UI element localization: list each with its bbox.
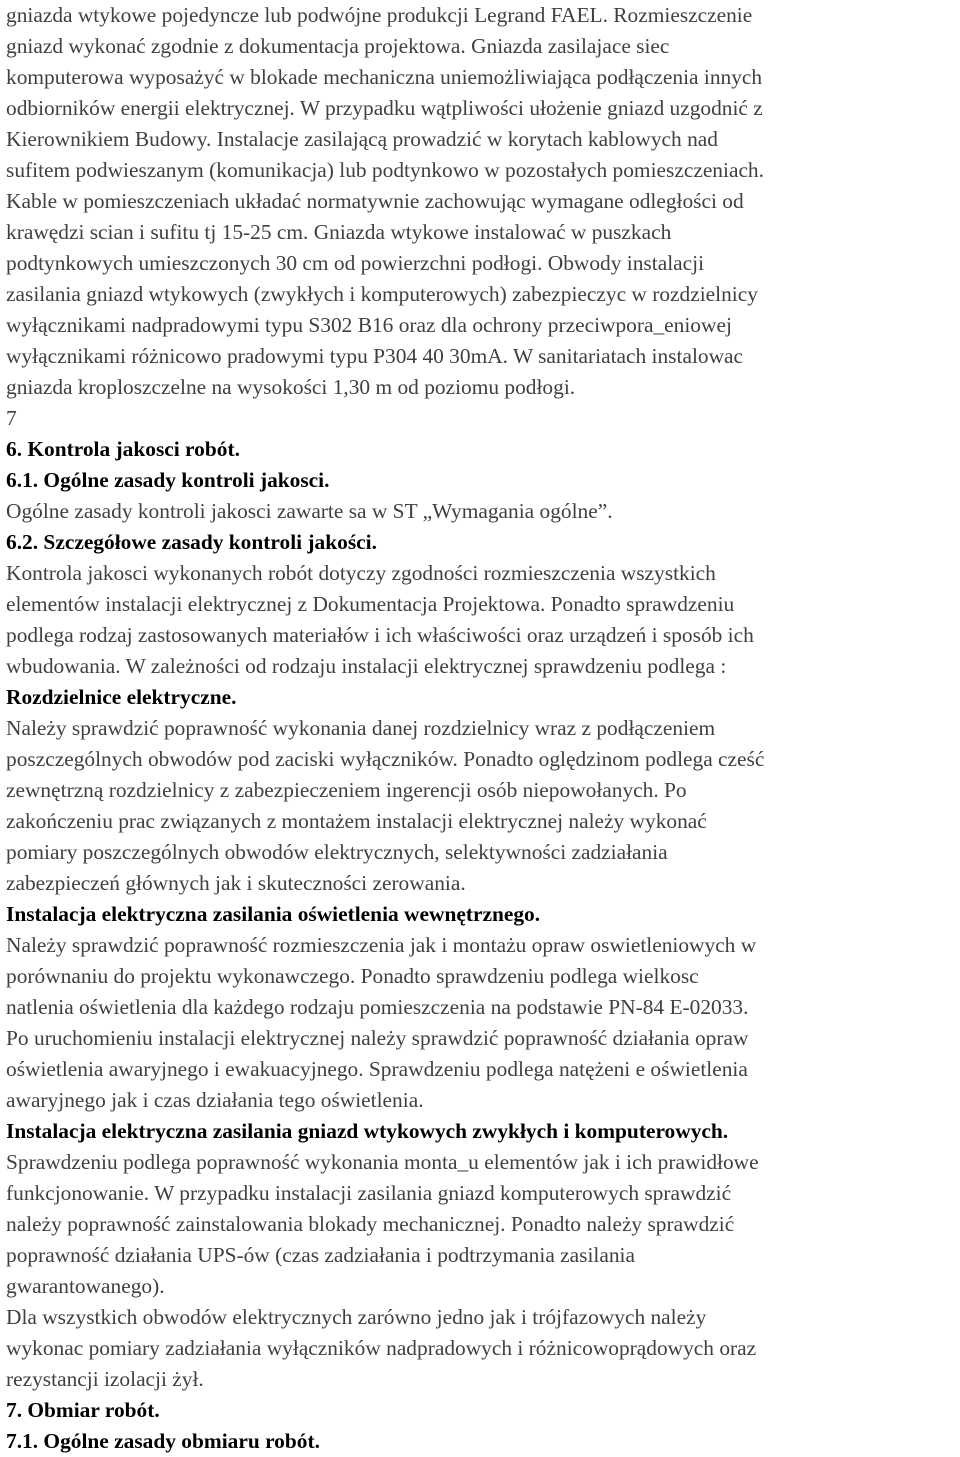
text-line — [6, 496, 954, 527]
body-text: oświetlenia awaryjnego i ewakuacyjnego. Sprawdzeniu podlega natężeni e oświetlenia — [6, 1057, 748, 1081]
text-line — [6, 1333, 954, 1364]
body-text: wykonac pomiary zadziałania wyłączników nadpradowych i różnicowoprądowych oraz — [6, 1336, 757, 1360]
text-line — [6, 465, 954, 496]
body-text: Sprawdzeniu podlega poprawność wykonania monta_u elementów jak i ich prawidłowe — [6, 1150, 759, 1174]
body-text: Dla wszystkich obwodów elektrycznych zarówno jedno jak i trójfazowych należy — [6, 1305, 707, 1329]
text-line — [6, 961, 954, 992]
body-text: Ogólne zasady kontroli jakosci zawarte sa w ST „Wymagania ogólne”. — [6, 499, 613, 523]
text-line — [6, 930, 954, 961]
text-line — [6, 155, 954, 186]
text-line — [6, 31, 954, 62]
text-line — [6, 1302, 954, 1333]
text-line — [6, 1054, 954, 1085]
body-text: Należy sprawdzić poprawność wykonania danej rozdzielnicy wraz z podłączeniem — [6, 716, 716, 740]
text-line — [6, 682, 954, 713]
text-line — [6, 992, 954, 1023]
body-text: rezystancji izolacji żył. — [6, 1367, 204, 1391]
body-text: gniazda wtykowe pojedyncze lub podwójne produkcji Legrand FAEL. Rozmieszczenie — [6, 3, 753, 27]
body-text: poszczególnych obwodów pod zaciski wyłączników. Ponadto oględzinom podlega cześć — [6, 747, 765, 771]
text-line — [6, 620, 954, 651]
text-line — [6, 1209, 954, 1240]
text-line — [6, 837, 954, 868]
text-line — [6, 434, 954, 465]
body-text: komputerowa wyposażyć w blokade mechaniczna uniemożliwiająca podłączenia innych — [6, 65, 763, 89]
body-text: gniazda kroploszczelne na wysokości 1,30 m od poziomu podłogi. — [6, 375, 576, 399]
text-line — [6, 0, 954, 31]
text-line — [6, 1240, 954, 1271]
text-line — [6, 868, 954, 899]
body-text: zasilania gniazd wtykowych (zwykłych i komputerowych) zabezpieczyc w rozdzielnicy — [6, 282, 758, 306]
text-line — [6, 651, 954, 682]
body-text: podtynkowych umieszczonych 30 cm od powierzchni podłogi. Obwody instalacji — [6, 251, 705, 275]
heading-text: 6.2. Szczegółowe zasady kontroli jakości. — [6, 530, 377, 554]
body-text: pomiary poszczególnych obwodów elektrycznych, selektywności zadziałania — [6, 840, 668, 864]
text-line — [6, 806, 954, 837]
body-text: poprawność działania UPS-ów (czas zadziałania i podtrzymania zasilania — [6, 1243, 635, 1267]
body-text: 7 — [6, 406, 17, 430]
text-line — [6, 1364, 954, 1395]
body-text: wbudowania. W zależności od rodzaju instalacji elektrycznej sprawdzeniu podlega : — [6, 654, 727, 678]
heading-text: 7.1. Ogólne zasady obmiaru robót. — [6, 1429, 320, 1453]
text-line — [6, 1395, 954, 1426]
text-line — [6, 1426, 954, 1457]
text-line — [6, 372, 954, 403]
text-line — [6, 279, 954, 310]
text-line — [6, 899, 954, 930]
body-text: Kontrola jakosci wykonanych robót dotyczy zgodności rozmieszczenia wszystkich — [6, 561, 716, 585]
body-text: zewnętrzną rozdzielnicy z zabezpieczeniem ingerencji osób niepowołanych. Po — [6, 778, 687, 802]
text-line — [6, 93, 954, 124]
body-text: elementów instalacji elektrycznej z Dokumentacja Projektowa. Ponadto sprawdzeniu — [6, 592, 735, 616]
text-line — [6, 775, 954, 806]
body-text: gniazd wykonać zgodnie z dokumentacja projektowa. Gniazda zasilajace siec — [6, 34, 670, 58]
body-text: gwarantowanego). — [6, 1274, 165, 1298]
body-text: funkcjonowanie. W przypadku instalacji zasilania gniazd komputerowych sprawdzić — [6, 1181, 732, 1205]
body-text: zabezpieczeń głównych jak i skuteczności zerowania. — [6, 871, 466, 895]
text-line — [6, 713, 954, 744]
heading-text: 7. Obmiar robót. — [6, 1398, 160, 1422]
body-text: Kierownikiem Budowy. Instalacje zasilającą prowadzić w korytach kablowych nad — [6, 127, 718, 151]
body-text: awaryjnego jak i czas działania tego oświetlenia. — [6, 1088, 424, 1112]
text-line — [6, 310, 954, 341]
text-line — [6, 744, 954, 775]
text-line — [6, 1178, 954, 1209]
document-page — [6, 0, 954, 1457]
heading-text: 6. Kontrola jakosci robót. — [6, 437, 240, 461]
text-line — [6, 1085, 954, 1116]
text-line — [6, 1147, 954, 1178]
text-line — [6, 589, 954, 620]
text-line — [6, 527, 954, 558]
body-text: należy poprawność zainstalowania blokady mechanicznej. Ponadto należy sprawdzić — [6, 1212, 735, 1236]
body-text: zakończeniu prac związanych z montażem instalacji elektrycznej należy wykonać — [6, 809, 707, 833]
body-text: Po uruchomieniu instalacji elektrycznej należy sprawdzić poprawność działania opraw — [6, 1026, 749, 1050]
text-line — [6, 1116, 954, 1147]
text-line — [6, 124, 954, 155]
text-line — [6, 1023, 954, 1054]
body-text: natlenia oświetlenia dla każdego rodzaju pomieszczenia na podstawie PN-84 E-02033. — [6, 995, 749, 1019]
heading-text: Instalacja elektryczna zasilania gniazd wtykowych zwykłych i komputerowych. — [6, 1119, 729, 1143]
text-line — [6, 62, 954, 93]
heading-text: 6.1. Ogólne zasady kontroli jakosci. — [6, 468, 330, 492]
text-line — [6, 341, 954, 372]
body-text: Należy sprawdzić poprawność rozmieszczenia jak i montażu opraw oswietleniowych w — [6, 933, 757, 957]
body-text: sufitem podwieszanym (komunikacja) lub podtynkowo w pozostałych pomieszczeniach. — [6, 158, 764, 182]
text-line — [6, 217, 954, 248]
text-line — [6, 403, 954, 434]
body-text: Kable w pomieszczeniach układać normatywnie zachowując wymagane odległości od — [6, 189, 744, 213]
text-line — [6, 1271, 954, 1302]
heading-text: Instalacja elektryczna zasilania oświetlenia wewnętrznego. — [6, 902, 541, 926]
text-line — [6, 186, 954, 217]
body-text: wyłącznikami nadpradowymi typu S302 B16 oraz dla ochrony przeciwpora_eniowej — [6, 313, 732, 337]
body-text: odbiorników energii elektrycznej. W przypadku wątpliwości ułożenie gniazd uzgodnić z — [6, 96, 763, 120]
body-text: wyłącznikami różnicowo pradowymi typu P304 40 30mA. W sanitariatach instalowac — [6, 344, 744, 368]
body-text: podlega rodzaj zastosowanych materiałów i ich właściwości oraz urządzeń i sposób ich — [6, 623, 754, 647]
heading-text: Rozdzielnice elektryczne. — [6, 685, 237, 709]
text-line — [6, 248, 954, 279]
body-text: porównaniu do projektu wykonawczego. Ponadto sprawdzeniu podlega wielkosc — [6, 964, 699, 988]
body-text: krawędzi scian i sufitu tj 15-25 cm. Gniazda wtykowe instalować w puszkach — [6, 220, 672, 244]
text-line — [6, 558, 954, 589]
